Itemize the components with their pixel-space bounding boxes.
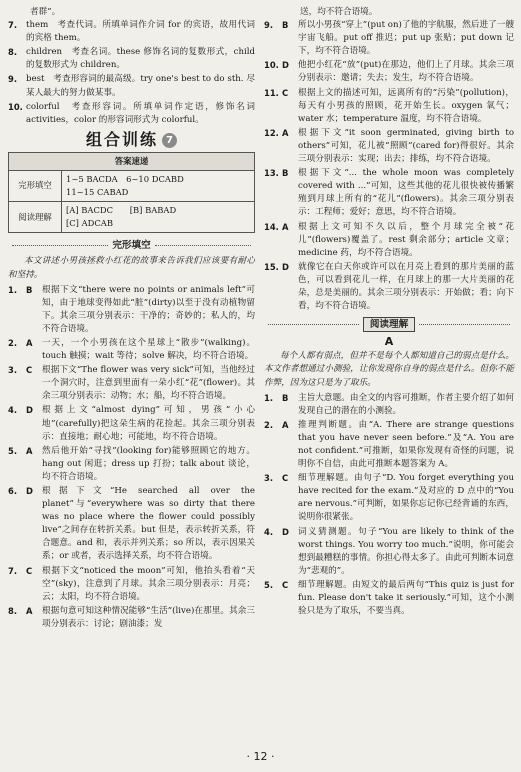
item-number: 14. bbox=[264, 221, 279, 232]
explanation-item bbox=[8, 19, 255, 45]
item-number: 12. bbox=[264, 127, 279, 138]
item-number: 3. bbox=[264, 473, 274, 484]
answer-line: 11~15 CABAD bbox=[66, 187, 129, 198]
answer-line: [A] BACDC [B] BABAD bbox=[66, 205, 177, 216]
item-text: 根据下文“there were no points or animals left”可知，由于地球变得如此“脏”(dirty)以至于没有动植物留下。其余三项分别表示：干净的；奇妙的；私人的，均不符合语境。 bbox=[42, 284, 255, 334]
top-explanations bbox=[8, 6, 255, 127]
item-number: 9. bbox=[264, 20, 274, 31]
item-answer: A bbox=[26, 605, 33, 616]
item-number: 15. bbox=[264, 261, 279, 272]
item-number: 11. bbox=[264, 87, 279, 98]
item-answer: C bbox=[282, 473, 289, 484]
divider-line bbox=[268, 324, 359, 325]
item-text: 推理判断题。由“A. There are strange questions that you have never seen before.”及“A. You are not confident.”可推断，如果你发现有奇怪的问题，说明你不自信，由此可推断本题答案为 A。 bbox=[298, 419, 514, 470]
cloze-explanations-left bbox=[8, 284, 255, 631]
item-text: 根据句意可知这种情况能够“生活”(live)在那里。其余三项分别表示：讨论；剧油漆；发 bbox=[42, 605, 255, 629]
answer-key-table bbox=[8, 152, 255, 233]
reading-heading bbox=[264, 317, 514, 332]
item-text: them 考查代词。所填单词作介词 for 的宾语，故用代词的宾格 them。 bbox=[26, 20, 255, 44]
right-column bbox=[264, 6, 514, 619]
explanation-item bbox=[8, 46, 255, 72]
answer-line: 1~5 BACDA 6~10 DCABD bbox=[66, 173, 184, 184]
answer-key-cloze bbox=[62, 170, 255, 201]
item-answer: D bbox=[26, 486, 33, 496]
cloze-heading-text: 完形填空 bbox=[112, 240, 151, 252]
reading-item bbox=[264, 392, 514, 418]
item-number: 4. bbox=[264, 526, 274, 537]
cloze-item bbox=[264, 87, 514, 126]
item-text: 根据下文“... the whole moon was completely covered with ...”可知，这些其他的花儿很快被传播繁殖到月球上所有的“花儿”(flowers)。其余三项分别表示：工程师；爱好；意思，均不符合语境。 bbox=[298, 168, 514, 218]
item-text: 根据上文可知不久以后，整个月球完全被“花儿”(flowers)覆盖了。rest 剩余部分；article 文章；medicine 药，均不符合语境。 bbox=[298, 221, 514, 258]
item-answer: A bbox=[282, 419, 289, 430]
continuation-text: 送，均不符合语境。 bbox=[300, 7, 378, 17]
item-number: 7. bbox=[8, 565, 18, 576]
item-number: 10. bbox=[8, 101, 23, 112]
item-answer: B bbox=[26, 284, 33, 295]
item-text: 他把小红花“放”(put)在那边，他们上了月球。其余三项分别表示：邀请；失去；发生，均不符合语境。 bbox=[298, 60, 514, 84]
item-number: 7. bbox=[8, 20, 18, 31]
cloze-item bbox=[8, 565, 255, 604]
cloze-intro: 本文讲述小男孩拯救小红花的故事来告诉我们应该要有耐心和坚持。 bbox=[8, 256, 255, 280]
item-text: 根据下文“it soon germinated, giving birth to others”可知，花儿被“照顾”(cared for)得很好。其余三项分别表示：实现；出去；排练，均不符合语境。 bbox=[298, 127, 514, 165]
item-answer: B bbox=[282, 20, 289, 31]
cloze-item bbox=[8, 605, 255, 631]
item-number: 1. bbox=[264, 392, 274, 403]
item-answer: A bbox=[26, 337, 33, 348]
cloze-item bbox=[8, 284, 255, 336]
item-text: 根据下文“He searched all over the planet”与“everywhere was so dirty that there was no place where the flower could possibly live”之间存在转折关系。but 但是，表示转折关系，符合题意。and 和，表示并列关系；so 所以，表示因果关系；or 或者，表示选择关系，均不符合语境。 bbox=[42, 486, 255, 562]
item-text: 所以小男孩“穿上”(put on)了他的宇航服，然后进了一艘宇宙飞船。put off 推迟；put up 张贴；put down 记下，均不符合语境。 bbox=[298, 20, 514, 57]
item-text: colorful 考查形容词。所填单词作定语，修饰名词 activities，color 的形容词形式为 colorful。 bbox=[26, 101, 255, 125]
cloze-item bbox=[264, 261, 514, 313]
answer-key-label-cloze: 完形填空 bbox=[9, 170, 62, 201]
item-text: 细节理解题。由句子“D. You forget everything you have recited for the exam.”及对应的 D 点中的“You are nervous.”可判断，如果你忘记你已经背诵的东西，说明你很紧张。 bbox=[298, 473, 514, 523]
cloze-item bbox=[8, 445, 255, 484]
answer-key-label-reading: 阅读理解 bbox=[9, 202, 62, 233]
item-text: 然后他开始“寻找”(looking for)能够照顾它的地方。hang out 闲逛；dress up 打扮；talk about 谈论，均不符合语境。 bbox=[42, 445, 255, 482]
item-text: 细节理解题。由短文的最后两句“This quiz is just for fun. Please don't take it seriously.”可知，这个小测验只是为了取乐，不要当真。 bbox=[298, 579, 514, 617]
section-title bbox=[8, 129, 255, 149]
item-text: 根据上文的描述可知，远离所有的“污染”(pollution)，每天有小男孩的照顾，花开始生长。oxygen 氧气；water 水；temperature 温度，均不符合语境。 bbox=[298, 87, 514, 124]
item-number: 4. bbox=[8, 405, 18, 416]
reading-item bbox=[264, 526, 514, 578]
cloze-item bbox=[264, 167, 514, 219]
item-text: 主旨大意题。由全文的内容可推断，作者主要介绍了如何发现自己的潜在的小测验。 bbox=[298, 392, 514, 416]
explanation-item bbox=[8, 101, 255, 127]
item-answer: A bbox=[26, 445, 33, 456]
item-text: 根据下文“noticed the moon”可知，他抬头看着“天空”(sky)，注意到了月球。其余三项分别表示：月亮；云；太阳，均不符合语境。 bbox=[42, 565, 255, 602]
cloze-item bbox=[8, 364, 255, 403]
item-number: 2. bbox=[264, 419, 274, 430]
answer-line: [C] ADCAB bbox=[66, 218, 113, 229]
item-text: 就像它在白天你或许可以在月亮上看到的那片美丽的蓝色，可以看到花儿一样，在月球上的那一大片美丽的花朵，总是美丽的。其余三项分别表示：开始做；看；向下看，均不符合语境。 bbox=[298, 261, 514, 312]
item-answer: B bbox=[282, 392, 289, 403]
item-number: 8. bbox=[8, 605, 18, 616]
item-number: 1. bbox=[8, 284, 18, 295]
item-text: children 考查名词。these 修饰名词的复数形式，child 的复数形式为 children。 bbox=[26, 47, 255, 71]
item-answer: A bbox=[282, 127, 289, 138]
item-answer: D bbox=[26, 405, 33, 416]
reading-subheading: A bbox=[384, 335, 394, 349]
item-number: 8. bbox=[8, 47, 18, 58]
reading-item bbox=[264, 472, 514, 524]
cloze-item bbox=[264, 59, 514, 85]
item-text: 根据上文“almost dying”可知，男孩“小心地”(carefully)把这朵生病的花捡起。其余三项分别表示：直接地；耐心地；可能地，均不符合语境。 bbox=[42, 405, 255, 442]
item-answer: C bbox=[282, 579, 289, 590]
item-number: 5. bbox=[264, 579, 274, 590]
section-badge: 7 bbox=[162, 133, 177, 148]
section-title-text: 组合训练 bbox=[85, 129, 158, 149]
divider-line bbox=[12, 245, 108, 246]
item-number: 3. bbox=[8, 365, 18, 376]
item-answer: B bbox=[282, 168, 289, 179]
cloze-heading bbox=[8, 239, 255, 252]
answer-key-header: 答案速递 bbox=[9, 152, 255, 170]
reading-item bbox=[264, 579, 514, 618]
item-number: 6. bbox=[8, 486, 18, 496]
item-text: 根据下文“The flower was very sick”可知，当他经过一个洞穴时，注意到里面有一朵小红“花”(flower)。其余三项分别表示：动物；水；船，均不符合语境。 bbox=[42, 365, 255, 402]
item-answer: D bbox=[282, 526, 289, 537]
cloze-item bbox=[8, 485, 255, 564]
cloze-item bbox=[264, 127, 514, 166]
cloze-item bbox=[264, 221, 514, 260]
cloze-item bbox=[264, 19, 514, 58]
item-answer: A bbox=[282, 221, 289, 232]
reading-heading-text: 阅读理解 bbox=[363, 317, 415, 332]
left-column bbox=[8, 6, 255, 632]
cloze-item bbox=[8, 404, 255, 443]
item-answer: C bbox=[26, 365, 33, 376]
divider-line bbox=[419, 324, 510, 325]
item-text: best 考查形容词的最高级。try one's best to do sth. 尽某人最大的努力做某事。 bbox=[26, 74, 255, 98]
item-answer: D bbox=[282, 60, 289, 71]
item-answer: D bbox=[282, 261, 289, 272]
explanation-item bbox=[8, 73, 255, 99]
answer-key-reading bbox=[62, 202, 255, 233]
item-number: 2. bbox=[8, 337, 18, 348]
item-text: 一天，一个小男孩在这个星球上“散步”(walking)。touch 触摸；wait 等待；solve 解决，均不符合语境。 bbox=[42, 337, 255, 362]
item-number: 10. bbox=[264, 60, 279, 71]
item-number: 5. bbox=[8, 445, 18, 456]
cloze-explanations-right bbox=[264, 6, 514, 313]
divider-line bbox=[155, 245, 251, 246]
item-text: 词义猜测题。句子“You are likely to think of the worst things. You worry too much.”说明，你可能会想到最糟糕的事情。你担心得太多了。由此可判断本词意为“悲观的”。 bbox=[298, 526, 514, 576]
cloze-item bbox=[8, 337, 255, 363]
reading-item bbox=[264, 419, 514, 471]
item-answer: C bbox=[282, 87, 289, 98]
item-number: 9. bbox=[8, 74, 18, 85]
item-number: 13. bbox=[264, 168, 279, 179]
reading-intro: 每个人都有弱点，但并不是每个人都知道自己的弱点是什么。本文作者想通过小测验，让你发现你自身的弱点是什么。但你不能作弊，因为这只是为了取乐。 bbox=[264, 351, 514, 388]
continuation-text: 者群”。 bbox=[30, 7, 61, 17]
item-answer: C bbox=[26, 565, 33, 576]
page-number: · 12 · bbox=[246, 750, 275, 763]
reading-explanations bbox=[264, 392, 514, 619]
